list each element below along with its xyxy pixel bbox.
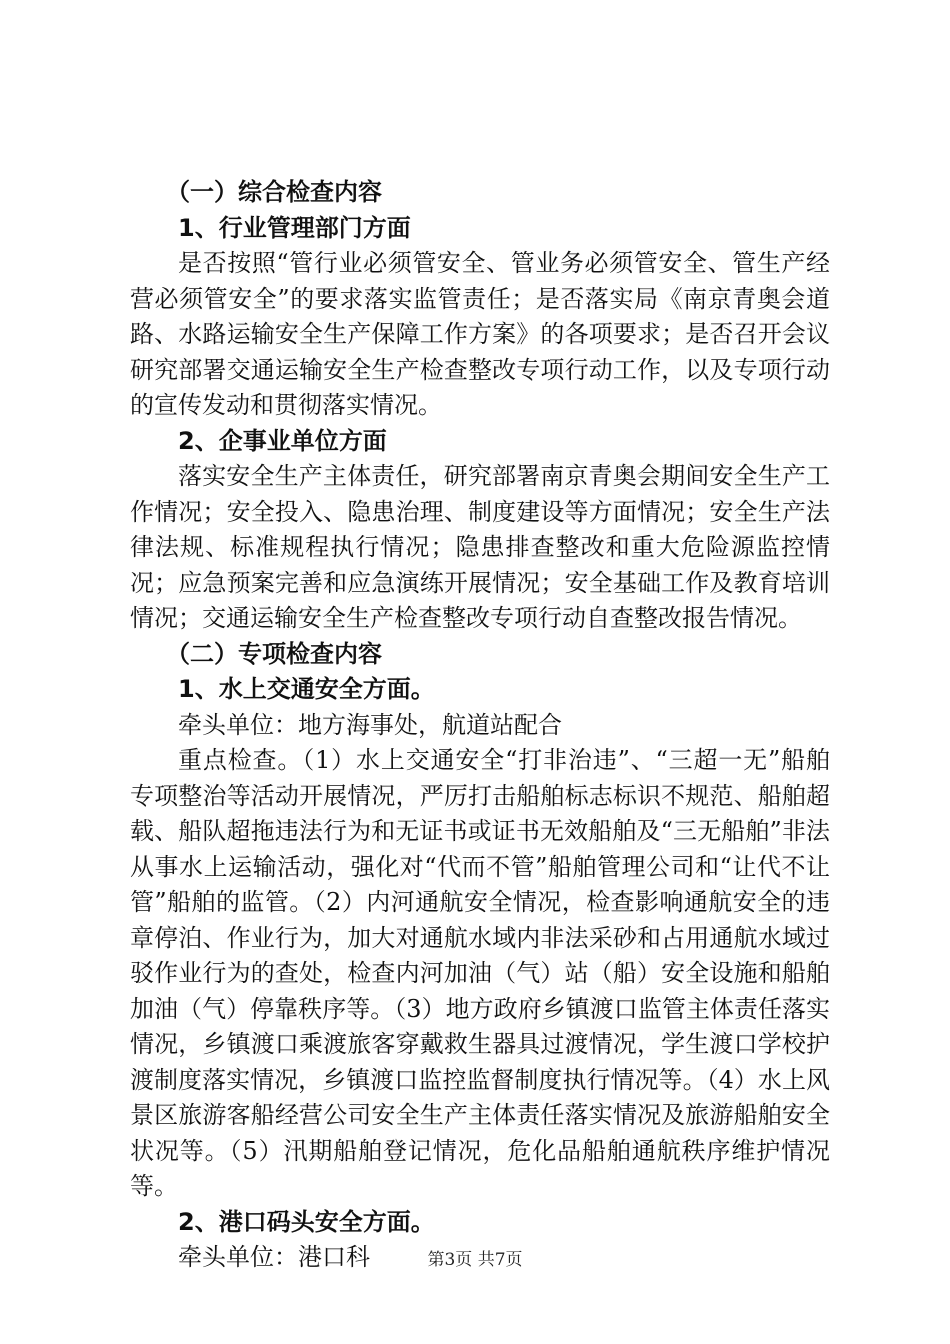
paragraph-lead-unit-port: 牵头单位：港口科 xyxy=(178,1243,370,1271)
paragraph-enterprises: 落实安全生产主体责任，研究部署南京青奥会期间安全生产工作情况；安全投入、隐患治理、制度建设等方面情况；安全生产法律法规、标准规程执行情况；隐患排查整改和重大危险源监控情况；应急预案完善和应急演练开展情况；安全基础工作及教育培训情况；交通运输安全生产检查整改专项行动自查整改报告情况。 xyxy=(130,462,830,632)
subheading-industry-departments: 1、行业管理部门方面 xyxy=(178,213,411,242)
subheading-port-terminal: 2、港口码头安全方面。 xyxy=(178,1207,435,1236)
page-number-footer: 第3页 共7页 xyxy=(427,1250,523,1270)
document-body xyxy=(130,175,830,1276)
paragraph-key-inspection: 重点检查。（1）水上交通安全“打非治违”、“三超一无”船舶专项整治等活动开展情况，严厉打击船舶标志标识不规范、船舶超载、船队超拖违法行为和无证书或证书无效船舶及“三无船舶”非法从事水上运输活动，强化对“代而不管”船舶管理公司和“让代不让管”船舶的监管。（2）内河通航安全情况，检查影响通航安全的违章停泊、作业行为，加大对通航水域内非法采砂和占用通航水域过驳作业行为的查处，检查内河加油（气）站（船）安全设施和船舶加油（气）停靠秩序等。（3）地方政府乡镇渡口监管主体责任落实情况，乡镇渡口乘渡旅客穿戴救生器具过渡情况，学生渡口学校护渡制度落实情况，乡镇渡口监控监督制度执行情况等。（4）水上风景区旅游客船经营公司安全生产主体责任落实情况及旅游船舶安全状况等。（5）汛期船舶登记情况，危化品船舶通航秩序维护情况等。 xyxy=(130,746,830,1200)
subheading-water-traffic: 1、水上交通安全方面。 xyxy=(178,675,435,703)
paragraph-industry-departments: 是否按照“管行业必须管安全、管业务必须管安全、管生产经营必须管安全”的要求落实监管责任；是否落实局《南京青奥会道路、水路运输安全生产保障工作方案》的各项要求；是否召开会议研究部署交通运输安全生产检查整改专项行动工作，以及专项行动的宣传发动和贯彻落实情况。 xyxy=(130,249,830,419)
subheading-enterprises: 2、企事业单位方面 xyxy=(178,426,387,455)
section-heading-comprehensive: （一）综合检查内容 xyxy=(166,178,382,206)
paragraph-lead-unit-water: 牵头单位：地方海事处，航道站配合 xyxy=(178,710,562,739)
section-heading-special: （二）专项检查内容 xyxy=(166,639,382,668)
